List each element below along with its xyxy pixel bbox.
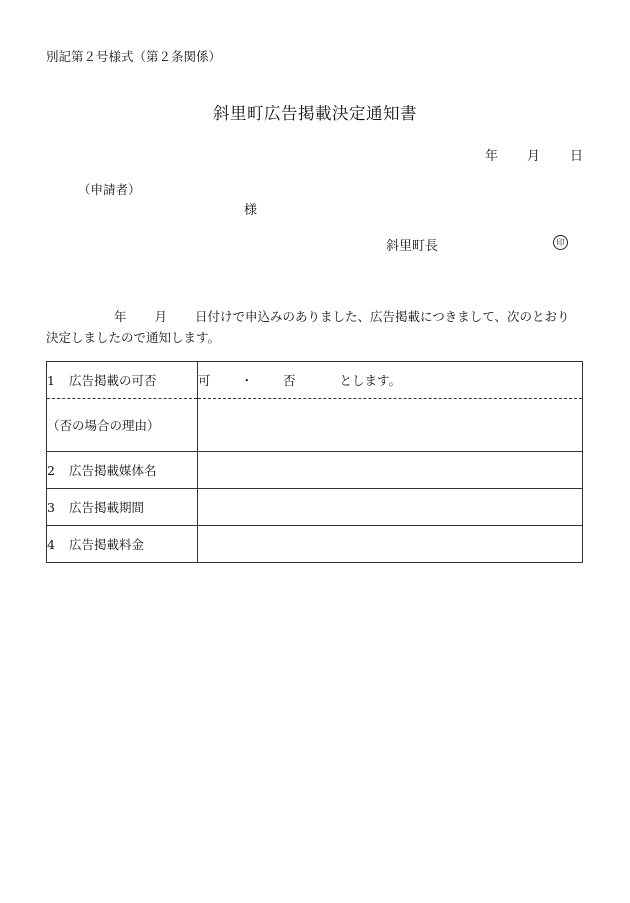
row-label <box>47 399 198 452</box>
applicant-label: （申請者） <box>78 182 141 197</box>
row-label-text: （否の場合の理由） <box>47 418 160 433</box>
table-row <box>47 489 583 526</box>
row-label-text: 広告掲載期間 <box>69 500 145 515</box>
period-value <box>198 489 583 526</box>
row-label <box>47 452 198 489</box>
decision-table <box>46 361 583 563</box>
honorific-sama: 様 <box>244 203 258 218</box>
body-month-label: 月 <box>154 309 168 324</box>
row-number: 1 <box>47 373 55 388</box>
row-label-text: 広告掲載の可否 <box>69 373 157 388</box>
option-no: 否 <box>283 373 296 388</box>
notice-body <box>46 306 586 348</box>
option-separator: ・ <box>240 373 254 388</box>
date-month-label: 月 <box>527 149 541 164</box>
body-year-label: 年 <box>114 309 127 324</box>
row-number: 4 <box>47 537 55 552</box>
row-label <box>47 526 198 563</box>
row-label-text: 広告掲載媒体名 <box>69 463 157 478</box>
seal-mark: 印 <box>553 235 568 250</box>
row-number: 2 <box>47 463 55 478</box>
table-row <box>47 362 583 399</box>
row-number: 3 <box>47 500 55 515</box>
table-row <box>47 399 583 452</box>
body-line-2: 決定しましたので通知します。 <box>46 330 221 345</box>
row-label <box>47 362 198 399</box>
date-year-label: 年 <box>485 149 499 164</box>
table-row <box>47 452 583 489</box>
reason-value <box>198 399 583 452</box>
form-number: 別記第２号様式（第２条関係） <box>46 49 222 64</box>
body-line-1-text: 日付けで申込みのありました、広告掲載につきまして、次のとおり <box>195 309 570 324</box>
body-line-1 <box>46 306 586 327</box>
row-label-text: 広告掲載料金 <box>69 537 145 552</box>
date-day-label: 日 <box>570 149 584 164</box>
decision-value <box>198 362 583 399</box>
row-label <box>47 489 198 526</box>
fee-value <box>198 526 583 563</box>
issuer-name: 斜里町長 <box>386 239 439 254</box>
document-title: 斜里町広告掲載決定通知書 <box>213 104 417 123</box>
option-yes: 可 <box>198 373 211 388</box>
decision-suffix: とします。 <box>339 373 402 388</box>
table-row <box>47 526 583 563</box>
media-value <box>198 452 583 489</box>
